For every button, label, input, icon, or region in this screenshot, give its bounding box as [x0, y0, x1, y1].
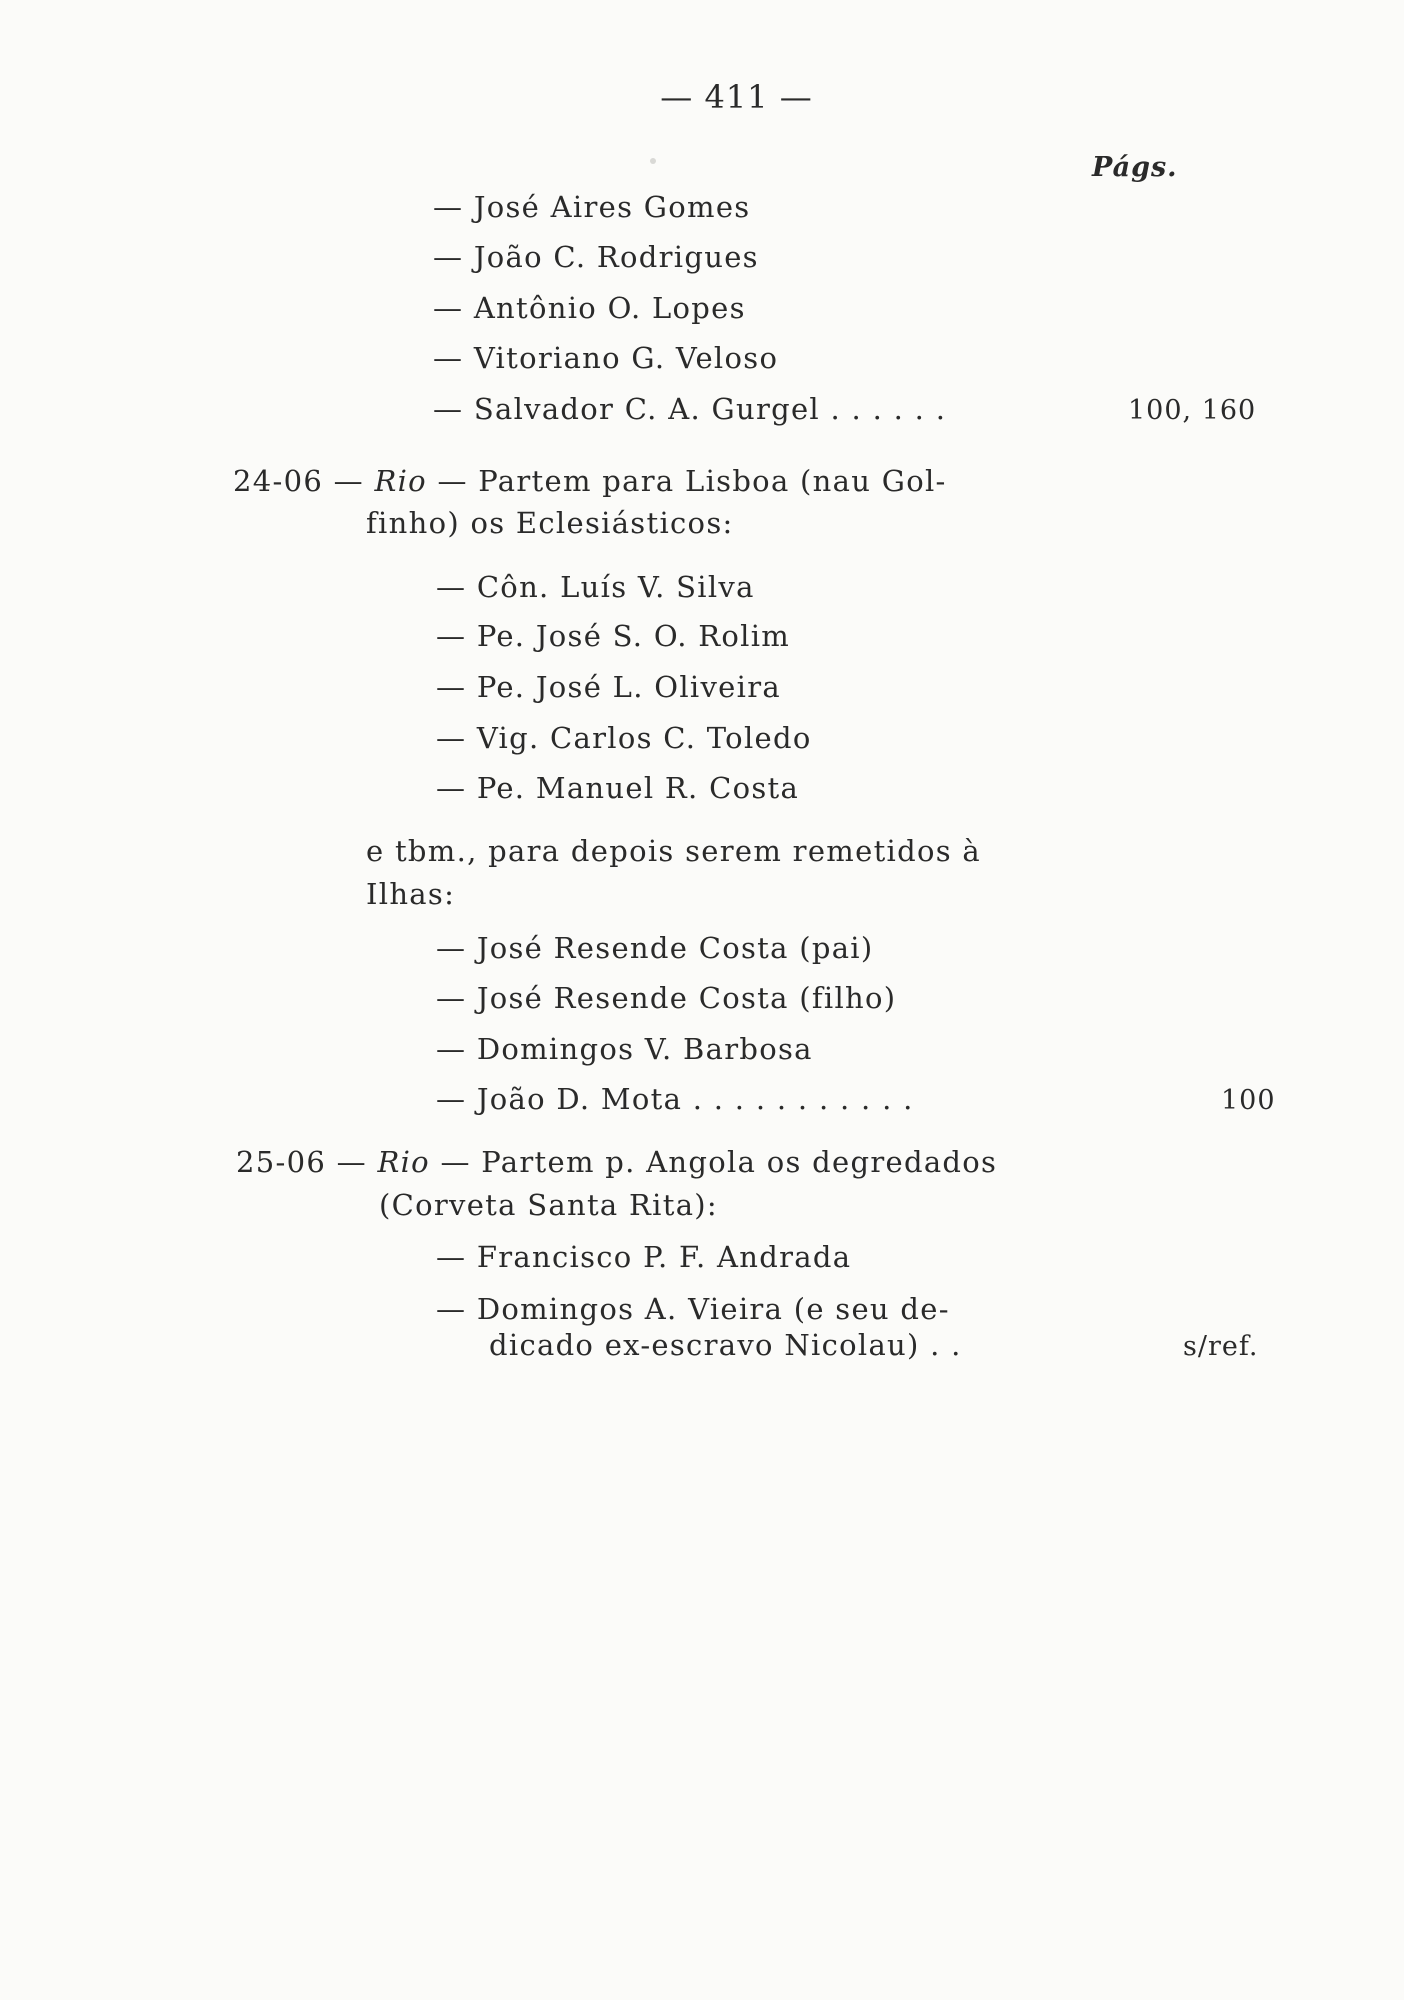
page-number: — 411 —	[660, 78, 813, 116]
list-item: — Pe. Manuel R. Costa	[436, 771, 800, 805]
paper-speck	[650, 158, 656, 164]
entry-heading	[233, 464, 947, 498]
entry-text-continuation: finho) os Eclesiásticos:	[366, 506, 734, 540]
entry-heading	[236, 1145, 998, 1179]
list-item: — João D. Mota . . . . . . . . . . .	[436, 1082, 914, 1116]
entry-text: — Partem para Lisboa (nau Gol-	[437, 464, 947, 498]
entry-place: Rio	[374, 464, 427, 498]
list-item: — Vitoriano G. Veloso	[433, 341, 779, 375]
list-item: — João C. Rodrigues	[433, 240, 759, 274]
list-item: — José Resende Costa (pai)	[436, 931, 874, 965]
list-item: — Antônio O. Lopes	[433, 291, 746, 325]
list-item: — Domingos A. Vieira (e seu de-	[436, 1292, 950, 1326]
entry-text: — Partem p. Angola os degredados	[440, 1145, 998, 1179]
list-item: — José Aires Gomes	[433, 190, 751, 224]
entry-place: Rio	[377, 1145, 430, 1179]
list-item: — Pe. José S. O. Rolim	[436, 619, 791, 653]
entry-date: 24-06 —	[233, 464, 364, 498]
list-item: — José Resende Costa (filho)	[436, 981, 897, 1015]
page-reference: 100, 160	[1128, 395, 1257, 426]
list-item: — Domingos V. Barbosa	[436, 1032, 813, 1066]
list-item: — Vig. Carlos C. Toledo	[436, 721, 812, 755]
list-item-continuation: dicado ex-escravo Nicolau) . .	[489, 1328, 962, 1362]
entry-text-continuation: (Corveta Santa Rita):	[379, 1188, 718, 1222]
list-item: — Côn. Luís V. Silva	[436, 570, 755, 604]
entry-note: e tbm., para depois serem remetidos à	[366, 834, 982, 868]
pages-column-header: Págs.	[1092, 152, 1178, 183]
entry-date: 25-06 —	[236, 1145, 367, 1179]
page-reference: s/ref.	[1183, 1331, 1259, 1362]
list-item: — Francisco P. F. Andrada	[436, 1240, 852, 1274]
page-reference: 100	[1221, 1085, 1276, 1116]
list-item: — Salvador C. A. Gurgel . . . . . .	[433, 392, 947, 426]
list-item: — Pe. José L. Oliveira	[436, 670, 781, 704]
entry-note-continuation: Ilhas:	[366, 877, 456, 911]
